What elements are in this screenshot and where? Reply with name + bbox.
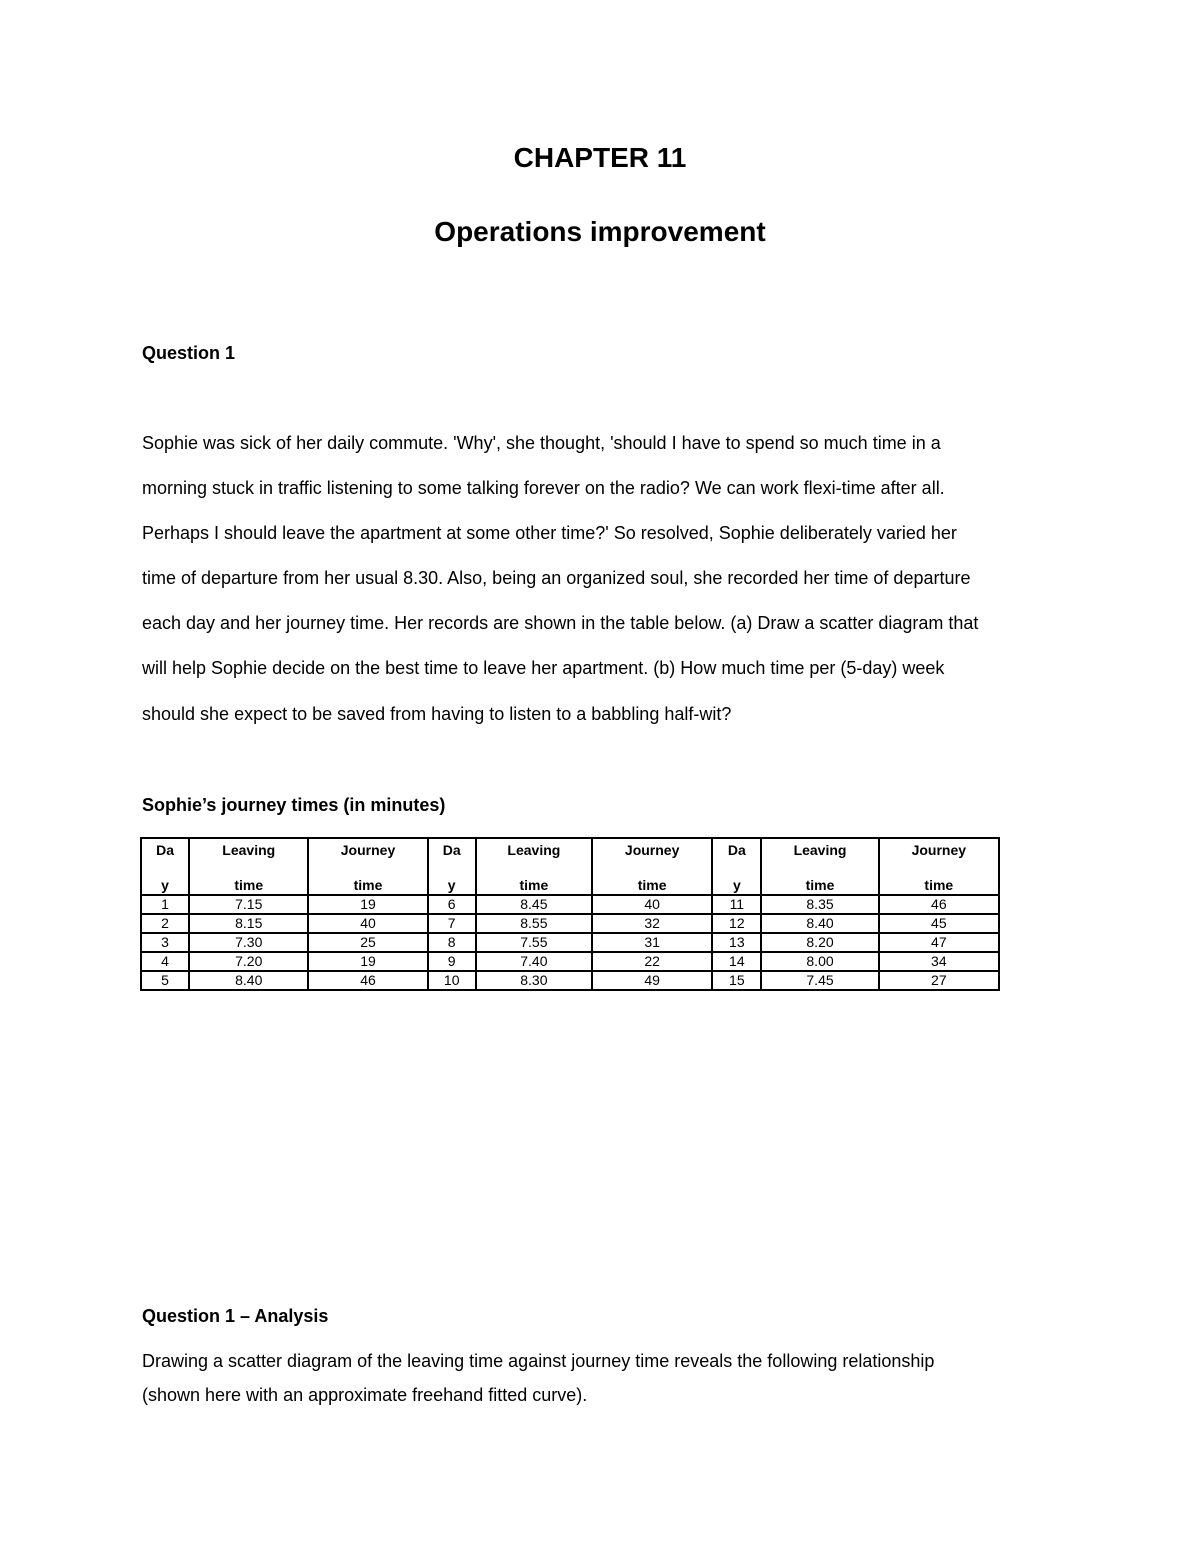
table-cell: 7.15 <box>189 895 308 914</box>
table-cell: 46 <box>879 895 999 914</box>
table-cell: 11 <box>712 895 761 914</box>
table-cell: 34 <box>879 952 999 971</box>
table-cell: 9 <box>428 952 476 971</box>
table-cell: 40 <box>308 914 427 933</box>
question-text-line: time of departure from her usual 8.30. Also, being an organized soul, she recorded her time of departure <box>142 568 971 588</box>
question-heading: Question 1 <box>142 343 236 363</box>
header-journey-time: Journey time <box>592 838 712 895</box>
table-cell: 13 <box>712 933 761 952</box>
table-cell: 5 <box>141 971 189 990</box>
table-cell: 8.15 <box>189 914 308 933</box>
question-text-line: Sophie was sick of her daily commute. 'Why', she thought, 'should I have to spend so much time in a <box>142 433 941 453</box>
table-cell: 12 <box>712 914 761 933</box>
table-cell: 7.45 <box>761 971 878 990</box>
table-cell: 3 <box>141 933 189 952</box>
table-cell: 7.40 <box>476 952 592 971</box>
table-cell: 4 <box>141 952 189 971</box>
question-text-line: morning stuck in traffic listening to some talking forever on the radio? We can work flexi-time after all. <box>142 478 945 498</box>
chapter-heading: CHAPTER 11 <box>513 142 687 173</box>
question-text-line: will help Sophie decide on the best time to leave her apartment. (b) How much time per (5-day) week <box>142 658 945 678</box>
question-text-line: should she expect to be saved from having to listen to a babbling half-wit? <box>142 704 732 724</box>
header-journey-time: Journey time <box>879 838 999 895</box>
table-cell: 40 <box>592 895 712 914</box>
header-leaving-time: Leaving time <box>189 838 308 895</box>
table-cell: 32 <box>592 914 712 933</box>
table-row <box>141 952 999 971</box>
table-cell: 15 <box>712 971 761 990</box>
journey-times-table <box>140 837 1000 991</box>
header-day: Da y <box>428 838 476 895</box>
table-cell: 7 <box>428 914 476 933</box>
table-cell: 47 <box>879 933 999 952</box>
table-row <box>141 933 999 952</box>
question-text-line: each day and her journey time. Her records are shown in the table below. (a) Draw a scatter diagram that <box>142 613 979 633</box>
table-cell: 8 <box>428 933 476 952</box>
table-cell: 7.20 <box>189 952 308 971</box>
table-cell: 8.45 <box>476 895 592 914</box>
table-title: Sophie’s journey times (in minutes) <box>142 795 446 815</box>
table-cell: 8.40 <box>761 914 878 933</box>
table-cell: 8.20 <box>761 933 878 952</box>
table-cell: 19 <box>308 895 427 914</box>
table-cell: 49 <box>592 971 712 990</box>
header-leaving-time: Leaving time <box>761 838 878 895</box>
table-cell: 46 <box>308 971 427 990</box>
table-cell: 8.35 <box>761 895 878 914</box>
table-row <box>141 971 999 990</box>
table-cell: 14 <box>712 952 761 971</box>
table-cell: 7.55 <box>476 933 592 952</box>
table-cell: 8.00 <box>761 952 878 971</box>
table-row <box>141 895 999 914</box>
header-leaving-time: Leaving time <box>476 838 592 895</box>
analysis-heading: Question 1 – Analysis <box>142 1306 329 1326</box>
table-cell: 2 <box>141 914 189 933</box>
table-cell: 27 <box>879 971 999 990</box>
table-header-row <box>141 838 999 895</box>
table-cell: 10 <box>428 971 476 990</box>
table-row <box>141 914 999 933</box>
question-text-line: Perhaps I should leave the apartment at some other time?' So resolved, Sophie deliberately varied her <box>142 523 957 543</box>
table-cell: 8.30 <box>476 971 592 990</box>
table-cell: 7.30 <box>189 933 308 952</box>
chapter-title: Operations improvement <box>434 216 766 247</box>
table-cell: 6 <box>428 895 476 914</box>
table-cell: 8.40 <box>189 971 308 990</box>
table-cell: 1 <box>141 895 189 914</box>
header-day: Da y <box>141 838 189 895</box>
table-cell: 8.55 <box>476 914 592 933</box>
table-cell: 45 <box>879 914 999 933</box>
analysis-text-line: (shown here with an approximate freehand fitted curve). <box>142 1385 588 1405</box>
table-cell: 22 <box>592 952 712 971</box>
table-cell: 25 <box>308 933 427 952</box>
table-cell: 31 <box>592 933 712 952</box>
header-journey-time: Journey time <box>308 838 427 895</box>
header-day: Da y <box>712 838 761 895</box>
table-cell: 19 <box>308 952 427 971</box>
analysis-text-line: Drawing a scatter diagram of the leaving time against journey time reveals the following relationship <box>142 1351 935 1371</box>
